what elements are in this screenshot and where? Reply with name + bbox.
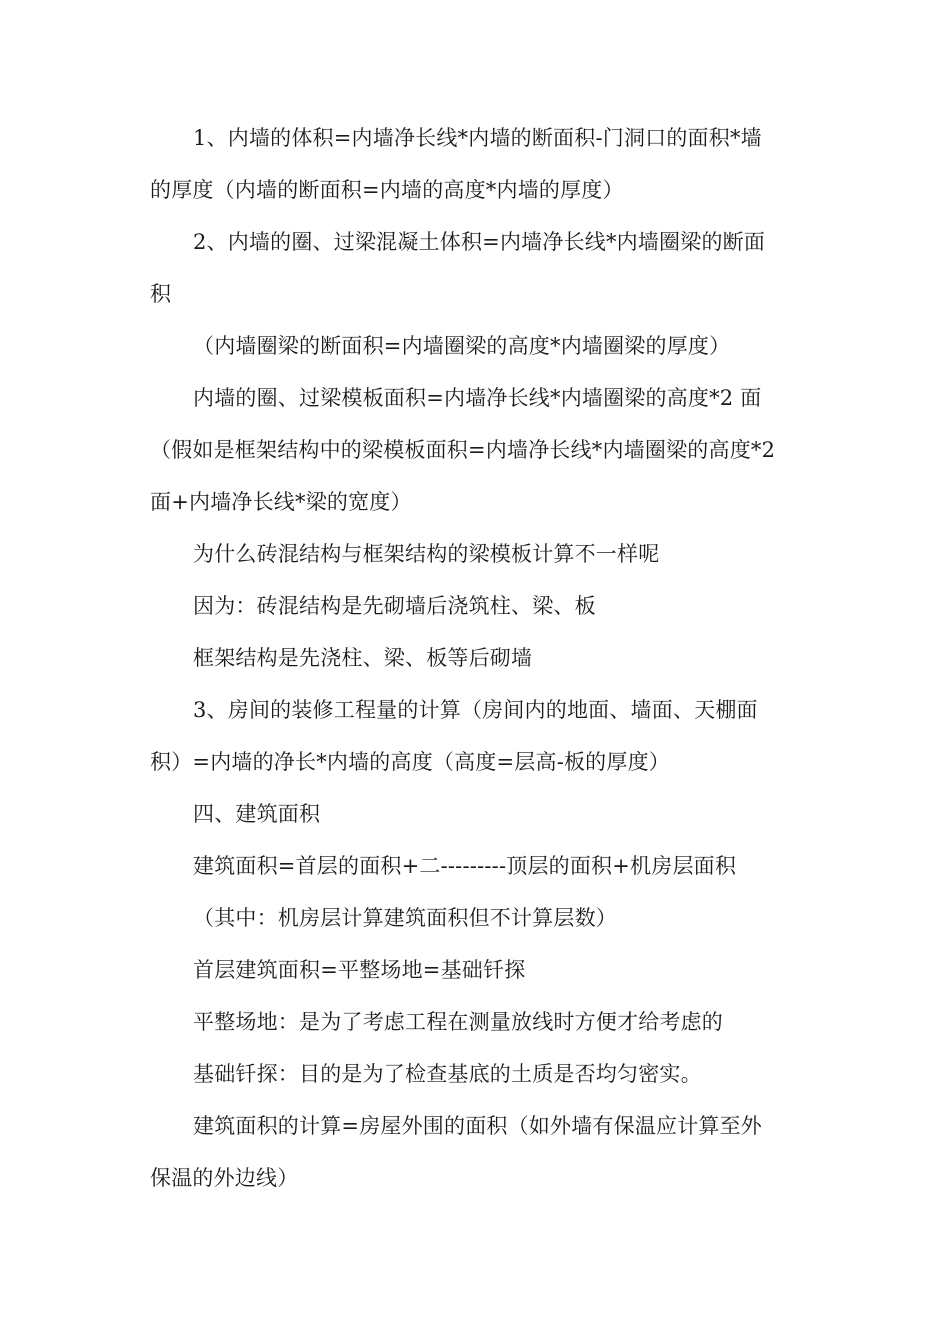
paragraph-line: 建筑面积=首层的面积+二---------顶层的面积+机房层面积 bbox=[193, 854, 737, 878]
paragraph-line: 首层建筑面积=平整场地=基础钎探 bbox=[193, 958, 526, 982]
paragraph-line: （其中：机房层计算建筑面积但不计算层数） bbox=[193, 906, 617, 930]
paragraph-line: 面+内墙净长线*梁的宽度） bbox=[150, 490, 412, 514]
paragraph-line: 内墙的圈、过梁模板面积=内墙净长线*内墙圈梁的高度*2 面 bbox=[193, 386, 762, 410]
paragraph-line: 框架结构是先浇柱、梁、板等后砌墙 bbox=[193, 646, 533, 670]
paragraph-line: （假如是框架结构中的梁模板面积=内墙净长线*内墙圈梁的高度*2 bbox=[150, 438, 776, 462]
paragraph-line: 的厚度（内墙的断面积=内墙的高度*内墙的厚度） bbox=[150, 178, 624, 202]
paragraph-line: 1、内墙的体积=内墙净长线*内墙的断面积-门洞口的面积*墙 bbox=[193, 126, 762, 150]
paragraph-line: 积）=内墙的净长*内墙的高度（高度=层高-板的厚度） bbox=[150, 750, 670, 774]
document-body bbox=[150, 118, 800, 1210]
paragraph-line: 积 bbox=[150, 282, 172, 306]
paragraph-line: 为什么砖混结构与框架结构的梁模板计算不一样呢 bbox=[193, 542, 660, 566]
paragraph-line: 基础钎探：目的是为了检查基底的土质是否均匀密实。 bbox=[193, 1062, 702, 1086]
section-heading: 四、建筑面积 bbox=[193, 802, 321, 826]
paragraph-line: （内墙圈梁的断面积=内墙圈梁的高度*内墙圈梁的厚度） bbox=[193, 334, 731, 358]
paragraph-line: 平整场地：是为了考虑工程在测量放线时方便才给考虑的 bbox=[193, 1010, 723, 1034]
paragraph-line: 因为：砖混结构是先砌墙后浇筑柱、梁、板 bbox=[193, 594, 596, 618]
paragraph-line: 3、房间的装修工程量的计算（房间内的地面、墙面、天棚面 bbox=[193, 698, 758, 722]
paragraph-line: 2、内墙的圈、过梁混凝土体积=内墙净长线*内墙圈梁的断面 bbox=[193, 230, 766, 254]
paragraph-line: 建筑面积的计算=房屋外围的面积（如外墙有保温应计算至外 bbox=[193, 1114, 762, 1138]
paragraph-line: 保温的外边线） bbox=[150, 1166, 299, 1190]
